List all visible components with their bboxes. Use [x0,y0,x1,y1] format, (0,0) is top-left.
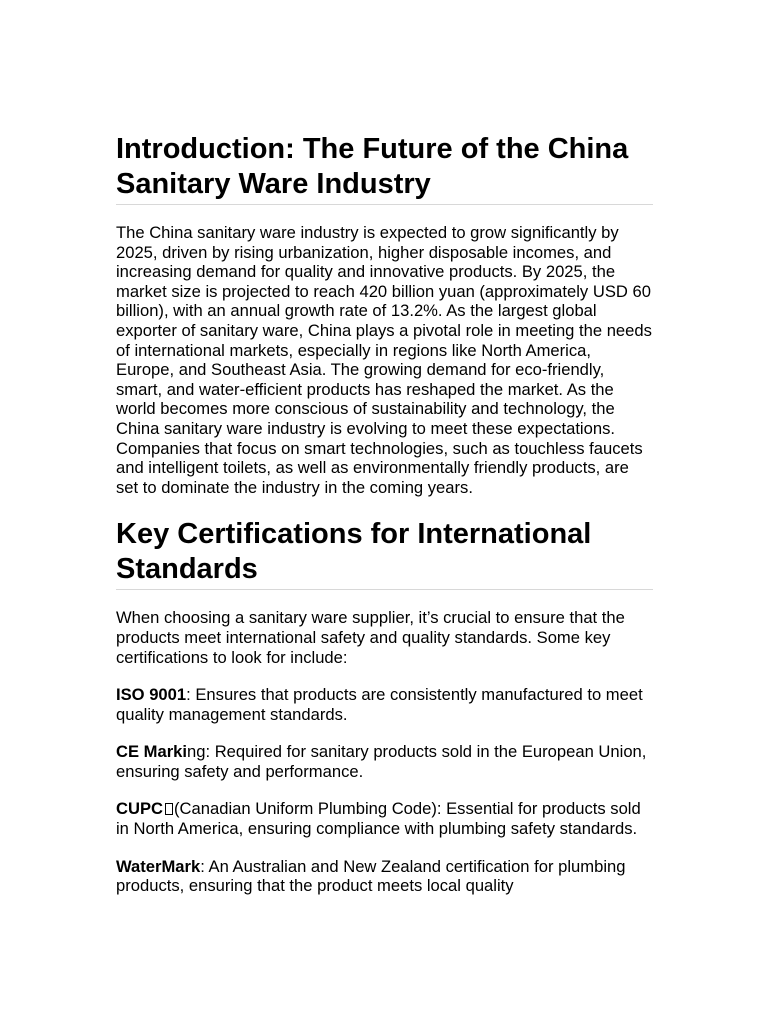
certification-item-cupc [116,799,653,838]
certification-description: : An Australian and New Zealand certification for plumbing products, ensuring that the product meets local quality [116,856,626,896]
certifications-intro: When choosing a sanitary ware supplier, it’s crucial to ensure that the products meet international safety and quality standards. Some key certifications to look for include: [116,608,625,667]
certification-item-ce-marking [116,742,653,781]
certification-name: ISO 9001 [116,685,187,705]
certification-description: ng: Required for sanitary products sold in the European Union, ensuring safety and performance. [116,742,647,781]
certification-name: CUPC [116,799,164,819]
missing-glyph-box [165,803,173,815]
certification-name: CE Marki [116,742,188,762]
certification-description: (Canadian Uniform Plumbing Code): Essential for products sold in North America, ensuring compliance with plumbing safety standards. [116,799,641,839]
intro-heading: Introduction: The Future of the China Sanitary Ware Industry [116,132,653,205]
certifications-heading: Key Certifications for International Standards [116,517,653,590]
certification-name: WaterMark [116,856,201,876]
certification-description: : Ensures that products are consistently manufactured to meet quality management standards. [116,685,643,724]
certification-item-iso-9001 [116,685,653,724]
certification-item-watermark [116,857,653,896]
document-page [116,132,653,896]
intro-paragraph: The China sanitary ware industry is expected to grow significantly by 2025, driven by rising urbanization, higher disposable incomes, and increasing demand for quality and innovative products. By 2025, the market size is projected to reach 420 billion yuan (approximately USD 60 billion), with an annual growth rate of 13.2%. As the largest global exporter of sanitary ware, China plays a pivotal role in meeting the needs of international markets, especially in regions like North America, Europe, and Southeast Asia. The growing demand for eco-friendly, smart, and water-efficient products has reshaped the market. As the world becomes more conscious of sustainability and technology, the China sanitary ware industry is evolving to meet these expectations. Companies that focus on smart technologies, such as touchless faucets and intelligent toilets, as well as environmentally friendly products, are set to dominate the industry in the coming years. [116,223,652,497]
